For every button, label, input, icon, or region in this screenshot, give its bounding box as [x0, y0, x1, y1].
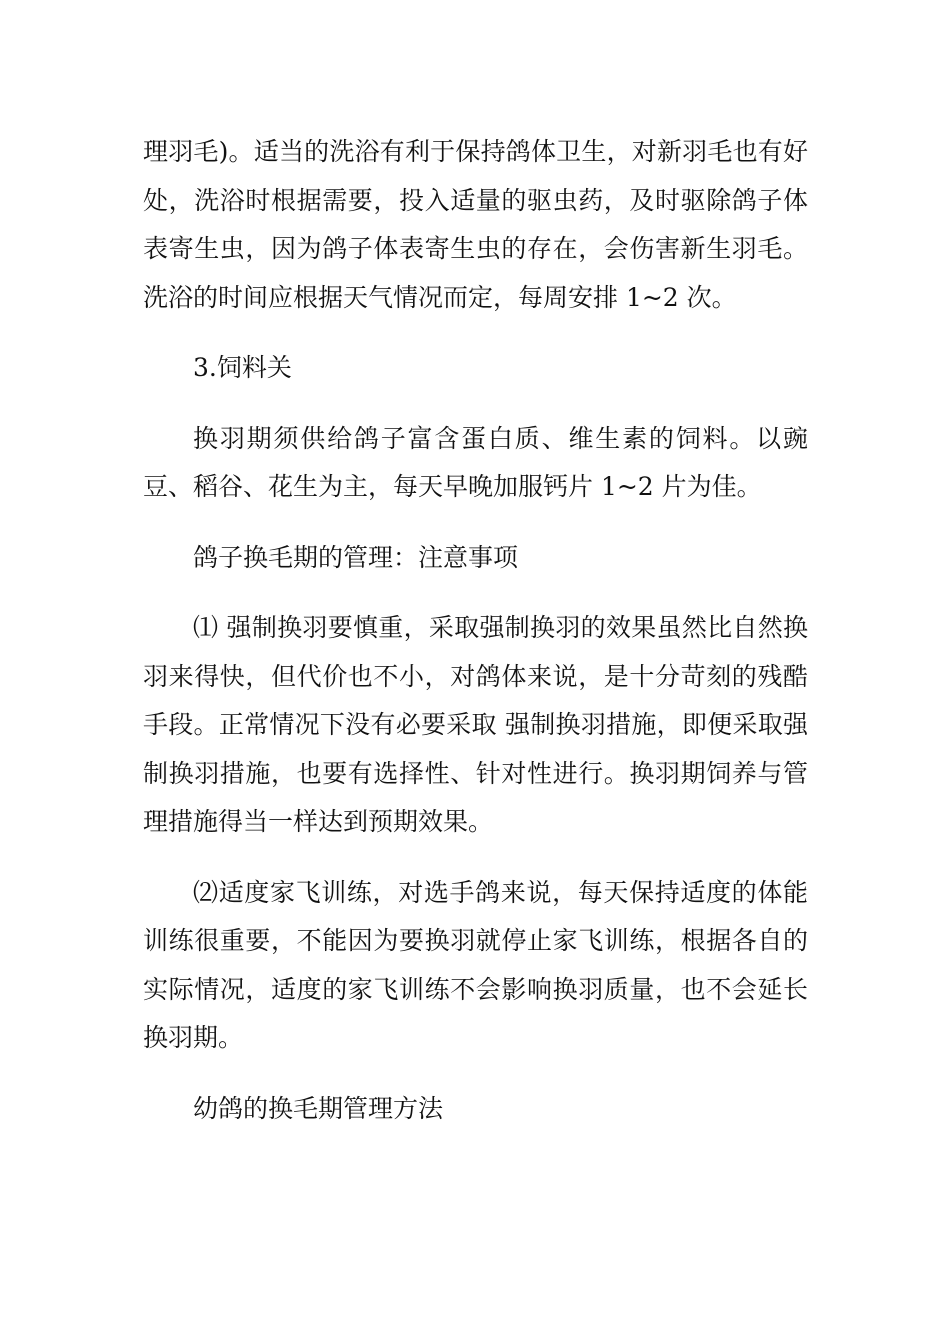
section-heading-molting-notes: 鸽子换毛期的管理：注意事项 [193, 542, 519, 572]
section-heading-feed: 3.饲料关 [193, 353, 292, 382]
paragraph-bathing-continued: 理羽毛)。适当的洗浴有利于保持鸽体卫生，对新羽毛也有好处，洗浴时根据需要，投入适量的驱虫药，及时驱除鸽子体表寄生虫，因为鸽子体表寄生虫的存在，会伤害新生羽毛。洗浴的时间应根据天气情况而定，每周安排 1~2 次。 [143, 137, 808, 312]
section-heading-young-pigeon-molting: 幼鸽的换毛期管理方法 [193, 1093, 444, 1123]
paragraph-feed: 换羽期须供给鸽子富含蛋白质、维生素的饲料。以豌豆、稻谷、花生为主，每天早晚加服钙片 1~2 片为佳。 [143, 423, 808, 501]
paragraph-home-flight-training: ⑵适度家飞训练，对选手鸽来说，每天保持适度的体能训练很重要，不能因为要换羽就停止家飞训练，根据各自的实际情况，适度的家飞训练不会影响换羽质量，也不会延长换羽期。 [143, 877, 808, 1052]
document-body [143, 128, 808, 1155]
paragraph-forced-molting: ⑴ 强制换羽要慎重，采取强制换羽的效果虽然比自然换羽来得快，但代价也不小，对鸽体来说，是十分苛刻的残酷手段。正常情况下没有必要采取 强制换羽措施，即便采取强制换羽措施，也要有选择性、针对性进行。换羽期饲养与管理措施得当一样达到预期效果。 [143, 613, 808, 836]
